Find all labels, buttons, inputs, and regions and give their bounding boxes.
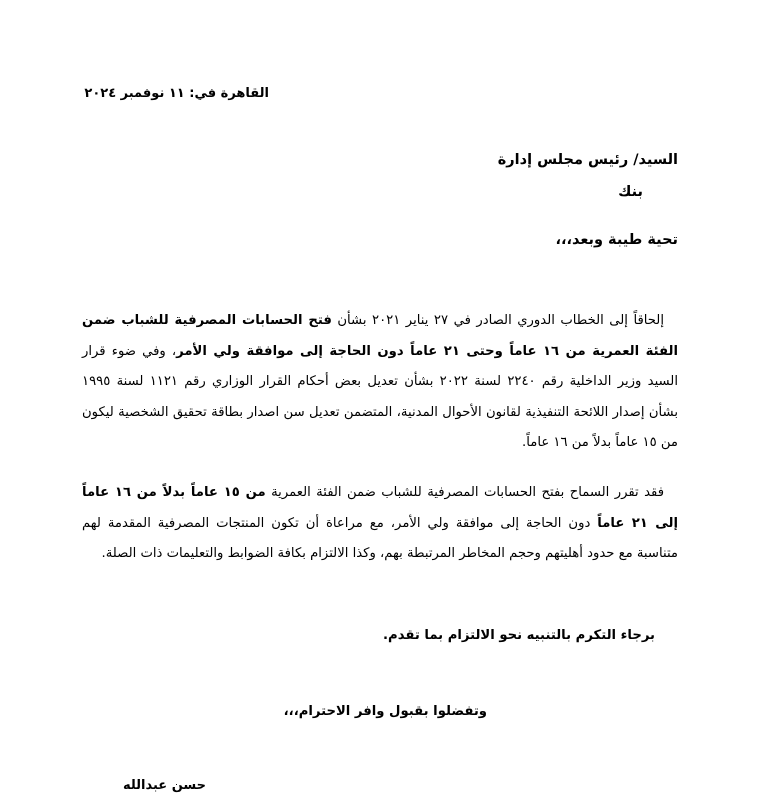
paragraph-2-bold: من ١٥ عاماً بدلاً من ١٦ عاماً إلى ٢١ عاماً (82, 485, 679, 531)
paragraph-2-text-b: دون الحاجة إلى موافقة ولي الأمر، مع مراعاة أن تكون المنتجات المصرفية المقدمة لهم متناسبة مع حدود أهليتهم وحجم المخاطر المرتبطة بهم، وكذا الالتزام بكافة الضوابط والتعليمات ذات الصلة. (82, 515, 678, 561)
addressee-line-1: السيد/ رئيس مجلس إدارة (497, 152, 678, 168)
signature-name: حسن عبدالله (122, 778, 206, 793)
greeting: تحية طيبة وبعد،،، (555, 232, 678, 248)
closing-line: وتفضلوا بقبول وافر الاحترام،،، (283, 704, 487, 719)
request-line: برجاء التكرم بالتنبيه نحو الالتزام بما تقدم. (383, 628, 655, 643)
paragraph-1-text-b: ، وفي ضوء قرار السيد وزير الداخلية رقم ٢٢٤٠ لسنة ٢٠٢٢ بشأن تعديل بعض أحكام القرار الوزاري رقم ١١٢١ لسنة ١٩٩٥ بشأن إصدار اللائحة التنفيذية لقانون الأحوال المدنية، المتضمن تعديل سن اصدار بطاقة تحقيق الشخصية ليكون من ١٥ عاماً بدلاً من ١٦ عاماً. (82, 343, 678, 450)
addressee-line-2: بنك (618, 184, 643, 200)
paragraph-1-text-a: إلحاقاً إلى الخطاب الدوري الصادر في ٢٧ يناير ٢٠٢١ بشأن (331, 313, 664, 328)
paragraph-1-bold: فتح الحسابات المصرفية للشباب ضمن الفئة العمرية من ١٦ عاماً وحتى ٢١ عاماً دون الحاجة إلى موافقة ولي الأمر (82, 313, 679, 359)
paragraph-2 (82, 478, 678, 570)
date-line: القاهرة في: ١١ نوفمبر ٢٠٢٤ (84, 86, 269, 101)
paragraph-2-text-a: فقد تقرر السماح بفتح الحسابات المصرفية للشباب ضمن الفئة العمرية (265, 485, 664, 500)
paragraph-1 (82, 306, 678, 459)
